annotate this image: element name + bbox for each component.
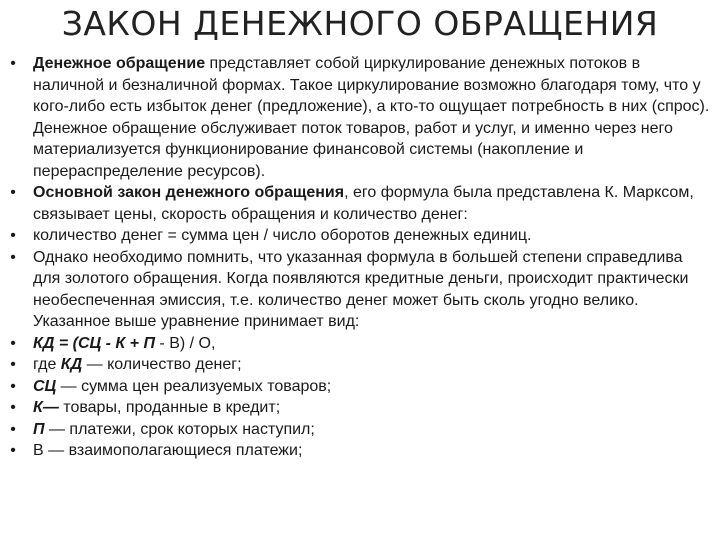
bullet-icon: • — [10, 420, 16, 438]
list-item — [0, 247, 720, 333]
term-p: П — [33, 420, 45, 438]
bullet-icon: • — [10, 377, 16, 395]
list-item — [0, 182, 720, 225]
bullet-icon: • — [10, 55, 16, 72]
item-text: представляет собой циркулирование денежных потоков в наличной и безналичной формах. Такое циркулирование возможно благодаря тому, что у кого-либо есть избыток денег (предложение), а кто-то ощущает потребность в них (спрос). Денежное обращение обслуживает поток товаров, работ и услуг, и именно через него материализуется функционирование финансовой системы (накопление и перераспределение ресурсов). — [33, 55, 710, 180]
list-item — [0, 333, 720, 355]
formula-main: КД = (СЦ - К + П — [33, 334, 155, 352]
term-basic-law: Основной закон денежного обращения — [33, 184, 345, 201]
bullet-icon: • — [10, 227, 16, 244]
formula-tail: - В) / О, — [154, 334, 216, 352]
list-item — [0, 376, 720, 398]
term-money-circulation: Денежное обращение — [33, 55, 206, 72]
list-item — [0, 53, 720, 182]
list-item — [0, 225, 720, 247]
term-kd: КД — [60, 356, 83, 373]
item-text: Однако необходимо помнить, что указанная формула в большей степени справедлива для золотого обращения. Когда появляются кредитные деньги, происходит практически необеспеченная эмиссия, т.е. количество денег может быть сколь угодно велико. Указанное выше уравнение принимает вид: — [33, 248, 689, 330]
list-item — [0, 440, 720, 462]
item-text: В — взаимополагающиеся платежи; — [33, 442, 303, 459]
bullet-icon: • — [10, 399, 16, 416]
bullet-icon: • — [10, 356, 16, 373]
slide-title: ЗАКОН ДЕНЕЖНОГО ОБРАЩЕНИЯ — [61, 4, 659, 43]
bullet-icon: • — [10, 184, 16, 201]
item-prefix: где — [33, 356, 61, 373]
item-text: товары, проданные в кредит; — [58, 399, 281, 416]
term-sc: СЦ — [33, 377, 57, 395]
item-text: — количество денег; — [82, 356, 242, 373]
item-text: — платежи, срок которых наступил; — [44, 420, 315, 438]
list-item — [0, 419, 720, 441]
list-item — [0, 397, 720, 419]
term-k: К— — [33, 399, 59, 416]
list-item — [0, 354, 720, 376]
item-text: , его формула была представлена К. Марксом, связывает цены, скорость обращения и количество денег: — [33, 184, 694, 223]
bullet-icon: • — [10, 442, 16, 459]
bullet-icon: • — [10, 248, 16, 266]
item-text: — сумма цен реализуемых товаров; — [56, 377, 332, 395]
bullet-list — [0, 53, 720, 462]
item-text: количество денег = сумма цен / число оборотов денежных единиц. — [33, 227, 532, 244]
bullet-icon: • — [10, 334, 16, 352]
